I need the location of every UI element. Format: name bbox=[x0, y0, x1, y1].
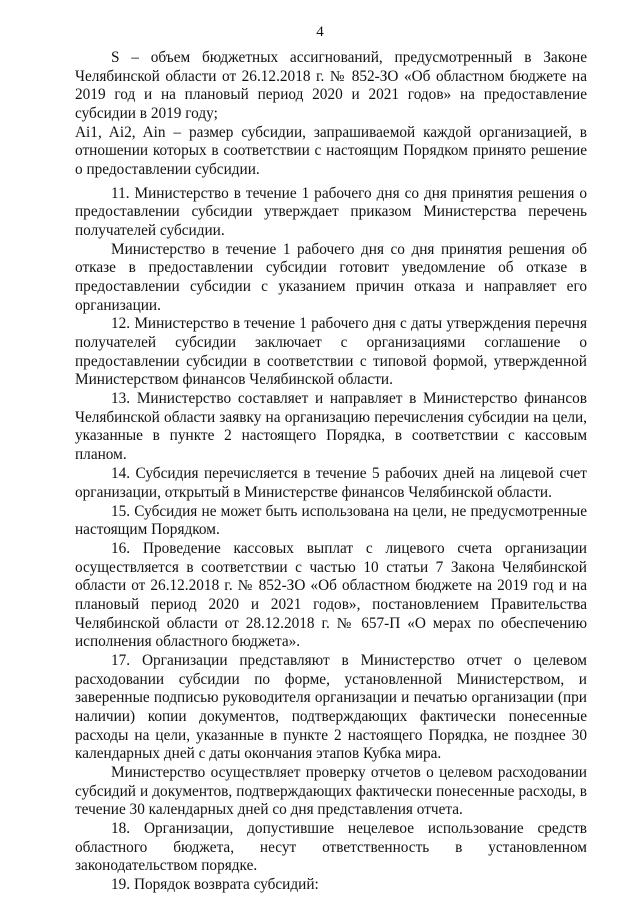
paragraph-18: 18. Организации, допустившие нецелевое использование средств областного бюджета, несут ответственность в установленном законодательством порядке. bbox=[75, 820, 587, 875]
paragraph-ai-definition: Ai1, Ai2, Ain – размер субсидии, запрашиваемой каждой организацией, в отношении которых в соответствии с настоящим Порядком принято решение о предоставлении субсидии. bbox=[75, 123, 587, 178]
paragraph-11-refusal: Министерство в течение 1 рабочего дня со дня принятия решения об отказе в предоставлении субсидии готовит уведомление об отказе в предоставлении субсидии с указанием причин отказа и направляет его организации. bbox=[75, 240, 587, 314]
paragraph-s-definition: S – объем бюджетных ассигнований, предусмотренный в Законе Челябинской области от 26.12.2018 г. № 852-ЗО «Об областном бюджете на 2019 год и на плановый период 2020 и 2021 годов» на предоставление субсидии в 2019 году; bbox=[75, 49, 587, 122]
page-number: 4 bbox=[316, 24, 324, 40]
paragraph-12: 12. Министерство в течение 1 рабочего дня с даты утверждения перечня получателей субсидии заключает с организациями соглашение о предоставлении субсидии в соответствии с типовой формой, утвержденной Министерством финансов Челябинской области. bbox=[75, 315, 587, 389]
paragraph-15: 15. Субсидия не может быть использована на цели, не предусмотренные настоящим Порядком. bbox=[75, 502, 587, 539]
paragraph-16: 16. Проведение кассовых выплат с лицевого счета организации осуществляется в соответствии с частью 10 статьи 7 Закона Челябинской области от 26.12.2018 г. № 852-ЗО «Об областном бюджете на 2019 год и на плановый период 2020 и 2021 годов», постановлением Правительства Челябинской области от 28.12.2018 г. № 657-П «О мерах по обеспечению исполнения областного бюджета». bbox=[75, 540, 587, 651]
paragraph-19: 19. Порядок возврата субсидий: bbox=[111, 876, 319, 894]
document-body bbox=[75, 49, 587, 895]
paragraph-13: 13. Министерство составляет и направляет в Министерство финансов Челябинской области заявку на организацию перечисления субсидии на цели, указанные в пункте 2 настоящего Порядка, в соответствии с кассовым планом. bbox=[75, 390, 587, 464]
paragraph-11: 11. Министерство в течение 1 рабочего дня со дня принятия решения о предоставлении субсидии утверждает приказом Министерства перечень получателей субсидии. bbox=[75, 184, 587, 239]
paragraph-17: 17. Организации представляют в Министерство отчет о целевом расходовании субсидии по форме, установленной Министерством, и заверенные подписью руководителя организации и печатью организации (при наличии) копии документов, подтверждающих фактически понесенные расходы на цели, указанные в пункте 2 настоящего Порядка, не позднее 30 календарных дней с даты окончания этапов Кубка мира. bbox=[75, 652, 587, 763]
paragraph-17-verification: Министерство осуществляет проверку отчетов о целевом расходовании субсидий и документов, подтверждающих фактически понесенные расходы, в течение 30 календарных дней со дня представления отчета. bbox=[75, 764, 587, 819]
paragraph-14: 14. Субсидия перечисляется в течение 5 рабочих дней на лицевой счет организации, открытый в Министерстве финансов Челябинской области. bbox=[75, 465, 587, 501]
